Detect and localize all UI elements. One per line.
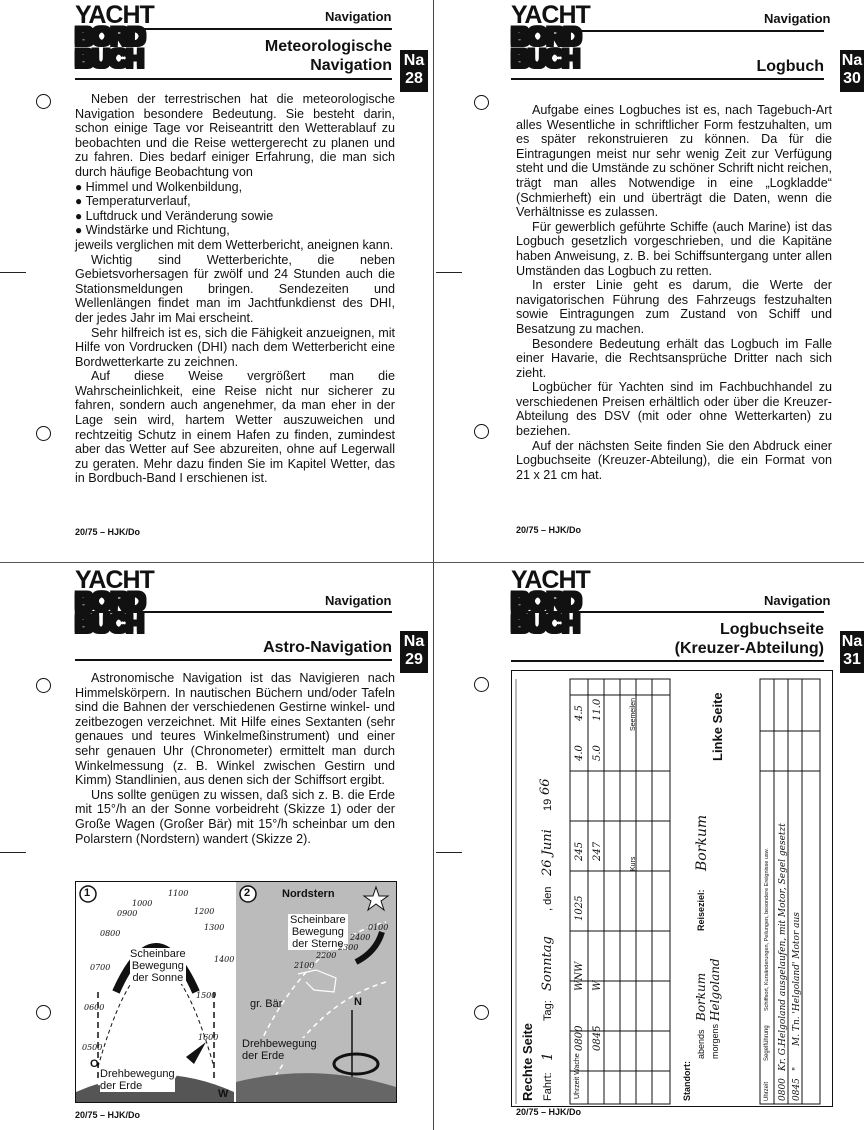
column-header: Uhrzeit Wache	[574, 1053, 581, 1099]
tag-label: Tag:	[542, 1000, 554, 1021]
reiseziel-label: Reiseziel:	[696, 889, 706, 931]
margin-mark	[0, 852, 26, 853]
binder-hole	[36, 426, 51, 441]
row-seemiles: 11.0	[592, 698, 603, 721]
page-title: Logbuch	[756, 58, 824, 75]
binder-hole	[474, 95, 489, 110]
tag-value: Sonntag	[540, 936, 555, 991]
binder-hole	[474, 1005, 489, 1020]
page-tab-na31: Na 31	[840, 631, 864, 673]
earth-rotation-label: Drehbewegung der Erde	[242, 1038, 317, 1062]
margin-mark	[436, 852, 462, 853]
page-tab-na29: Na 29	[400, 631, 428, 673]
east-label: O	[90, 1058, 99, 1070]
time-label: 0100	[368, 923, 389, 932]
yacht-bordbuch-logo: YACHT BORD BUCH	[75, 1, 154, 73]
year-prefix: 19	[542, 798, 554, 811]
kurs-group-header: Kurs	[630, 856, 637, 871]
header-rule	[75, 28, 392, 30]
sketch-number: 2	[244, 887, 251, 899]
date-value: 26 Juni	[540, 829, 555, 876]
hour-label: 0900	[117, 909, 138, 918]
row-wind: W	[592, 980, 603, 991]
horizontal-page-divider	[0, 562, 864, 563]
binder-hole	[474, 677, 489, 692]
section-label: Navigation	[325, 9, 392, 24]
page-tab-na28: Na 28	[400, 50, 428, 92]
footer-code: 20/75 – HJK/Do	[516, 525, 582, 535]
card-logbuchseite	[436, 565, 864, 1130]
row-seemiles: 4.5	[574, 705, 585, 721]
footer-code: 20/75 – HJK/Do	[516, 1107, 582, 1117]
sun-movement-label: Scheinbare Bewegung der Sonne	[130, 948, 186, 984]
row-time: 0845	[592, 1025, 603, 1051]
section-label: Navigation	[325, 593, 392, 608]
abends-value: Borkum	[694, 972, 708, 1021]
remarks-sail-header: Segelführung	[764, 1025, 770, 1061]
header-rule	[511, 30, 824, 32]
row-wind: WNW	[574, 961, 585, 991]
reiseziel-value: Borkum	[694, 814, 710, 871]
header-rule	[75, 611, 392, 613]
remark-text: Helgoland ausgelaufen, mit Motor, Segel gesetzt	[778, 823, 788, 1046]
logbook-sheet-facsimile	[511, 670, 833, 1107]
hour-label: 0500	[82, 1043, 103, 1052]
margin-mark	[0, 272, 26, 273]
margin-mark	[436, 272, 462, 273]
yacht-bordbuch-logo: YACHT BORD BUCH	[75, 566, 154, 638]
remark-time: 0845	[792, 1078, 802, 1101]
hour-label: 1600	[198, 1033, 219, 1042]
list-item: ● Windstärke und Richtung,	[75, 223, 395, 238]
hour-label: 1300	[204, 923, 225, 932]
row-log: 4.0	[574, 745, 585, 761]
remarks-header: Schiffsort, Kursänderungen, Peilungen, besondere Ereignisse usw.	[764, 848, 770, 1011]
body-text: Astronomische Navigation ist das Navigieren nach Himmelskörpern. In nautischen Büchern und/oder Tafeln sind die Bahnen der verschiedenen Gestirne winkel- und zeitbezogen verzeichnet. Mit Hilfe eines Sextanten (sehr genaues und teures Winkelmeßinstrument) und einer sehr genauen Uhr (Chronometer) ermittelt man durch Winkelmessung (z. B. Winkel zwischen Gestirn und Kimm) Standlinien, aus denen sich der Schiffsort ergibt. Uns sollte genügen zu wissen, daß sich z. B. die Erde mit 15°/h an der Sonne vorbeidreht (Skizze 1) oder der Große Wagen (Großer Bär) mit 15°/h scheinbar um den Polarstern (Nordstern) wandert (Skizze 2).	[75, 671, 395, 846]
header-rule-bottom	[511, 78, 824, 80]
observation-list	[75, 180, 395, 238]
north-star-label: Nordstern	[282, 888, 335, 900]
earth-rotation-label: Drehbewegung der Erde	[100, 1068, 175, 1092]
year-value: 66	[538, 778, 553, 795]
page-tab-na30: Na 30	[840, 50, 864, 92]
header-rule	[511, 611, 824, 613]
footer-code: 20/75 – HJK/Do	[75, 527, 141, 537]
header-rule-bottom	[511, 660, 824, 662]
binder-hole	[36, 1005, 51, 1020]
header-rule-bottom	[75, 78, 392, 80]
north-label: N	[354, 996, 362, 1008]
card-meteorologische-navigation	[0, 0, 432, 560]
row-log: 5.0	[592, 745, 603, 761]
body-text: Aufgabe eines Logbuches ist es, nach Tagebuch-Art alles Wesentliche in schriftlicher Form festzuhalten, um es später rekonstruieren zu können. Da für die Eintragungen meist nur sehr wenig Zeit zur Verfügung steht und die Umstände zu schöner Schrift nicht reichen, trägt man alles Notwendige in eine „Logkladde“ (Schmierheft) ein und überträgt die Daten, wenn die Verhältnisse es zulassen. Für gewerblich geführte Schiffe (auch Marine) ist das Logbuch gesetzlich vorgeschrieben, und die Kapitäne haben Anweisung, z. B. bei Schiffsuntergang unter allen Umständen das Logbuch zu retten. In erster Linie geht es darum, die Werte der navigatorischen Führung des Fahrzeugs festzuhalten sowie Eintragungen zum Zustand von Schiff und Besatzung zu machen. Besondere Bedeutung erhält das Logbuch im Falle einer Havarie, die Rechtsansprüche Dritter nach sich zieht. Logbücher für Yachten sind im Fachbuchhandel zu verschiedenen Preisen erhältlich oder über die Kreuzer-Abteilung des DSV (mit oder ohne Wetterkarten) zu beziehen. Auf der nächsten Seite finden Sie den Abdruck einer Logbuchseite (Kreuzer-Abteilung), die ein Format von 21 x 21 cm hat.	[516, 103, 832, 482]
sketch-sun-movement	[76, 882, 234, 1102]
body-text: Neben der terrestrischen hat die meteorologische Navigation besondere Bedeutung. Sie besteht darin, schon einige Tage vor Reiseantritt den Wetterablauf zu beobachten und die Reise wettergerecht zu planen und zu fahren. Dies bedarf einiger Erfahrung, die man sich durch häufige Beobachtung von ● Himmel und Wolkenbildung, ● Temperaturverlauf, ● Luftdruck und Veränderung sowie ● Windstärke und Richtung, jeweils verglichen mit dem Wetterbericht, aneignen kann. Wichtig sind Wetterberichte, die neben Gebietsvorhersagen für zwölf und 24 Stunden auch die Stationsmeldungen bringen. Sendezeiten und Wellenlängen findet man im Jachtfunkdienst des DHI, der jedes Jahr im Mai erscheint. Sehr hilfreich ist es, sich die Fähigkeit anzueignen, mit Hilfe von Vordrucken (DHI) nach dem Wetterbericht eine Bordwetterkarte zu zeichnen. Auf diese Weise vergrößert man die Wahrscheinlichkeit, eine Reise nicht nur sicherer zu fahren, sondern auch angenehmer, da man eher in der Lage sein wird, hartem Wetter auszuweichen und rechtzeitig Schutz in einem Hafen zu finden, zumindest aber das Wetter auf See abzureiten, ohne auf Legerwall zu geraten. Mehr dazu finden Sie im Kapitel Wetter, das in Bordbuch-Band I erschienen ist.	[75, 92, 395, 486]
standort-label: Standort:	[682, 1061, 692, 1101]
remark-text: M. Tn. 'Helgoland' Motor aus	[792, 912, 802, 1046]
den-label: , den	[542, 886, 554, 911]
row-course: 245	[574, 841, 585, 861]
great-bear-label: gr. Bär	[250, 998, 283, 1010]
seemeilen-group-header: Seemeilen	[630, 697, 637, 731]
hour-label: 0700	[90, 963, 111, 972]
header-rule-bottom	[75, 659, 392, 661]
yacht-bordbuch-logo: YACHT BORD BUCH	[511, 566, 590, 638]
abends-label: abends	[696, 1029, 706, 1059]
page-title: Astro-Navigation	[263, 639, 392, 656]
binder-hole	[36, 678, 51, 693]
card-astro-navigation	[0, 565, 432, 1130]
sketch-number: 1	[84, 887, 91, 899]
section-label: Navigation	[764, 11, 831, 26]
list-item: ● Luftdruck und Veränderung sowie	[75, 209, 395, 224]
morgens-value: Helgoland	[708, 958, 722, 1021]
page-title: Meteorologische Navigation	[264, 38, 392, 74]
hour-label: 1100	[168, 889, 189, 898]
west-label: W	[218, 1088, 229, 1100]
astro-sketches	[75, 881, 397, 1103]
yacht-bordbuch-logo: YACHT BORD BUCH	[511, 1, 590, 73]
hour-label: 1500	[196, 991, 217, 1000]
star-movement-label: Scheinbare Bewegung der Sterne	[290, 914, 346, 950]
row-course: 247	[592, 841, 603, 861]
page-title: Logbuchseite (Kreuzer-Abteilung)	[674, 621, 824, 657]
fahrt-value: 1	[540, 1052, 556, 1061]
vertical-page-divider	[433, 0, 434, 1130]
remark-time: 0800	[778, 1078, 788, 1101]
sketch-star-movement	[236, 882, 396, 1102]
row-bar: 1025	[574, 895, 585, 921]
hour-label: 1000	[132, 899, 153, 908]
hour-label: 0800	[100, 929, 121, 938]
fahrt-label: Fahrt:	[542, 1072, 554, 1101]
hour-label: 1400	[214, 955, 235, 964]
footer-code: 20/75 – HJK/Do	[75, 1110, 141, 1120]
morgens-label: morgens	[710, 1023, 720, 1059]
list-item: ● Himmel und Wolkenbildung,	[75, 180, 395, 195]
time-label: 2200	[316, 951, 337, 960]
row-time: 0800	[574, 1025, 585, 1051]
binder-hole	[36, 94, 51, 109]
hour-label: 0600	[84, 1003, 105, 1012]
remark-sail: Kr. G.	[778, 1045, 788, 1071]
remark-sail: "	[792, 1066, 802, 1071]
hour-label: 1200	[194, 907, 215, 916]
section-label: Navigation	[764, 593, 831, 608]
time-label: 2400	[350, 933, 371, 942]
binder-hole	[474, 424, 489, 439]
time-label: 2300	[338, 943, 359, 952]
list-item: ● Temperaturverlauf,	[75, 194, 395, 209]
left-page-heading: Linke Seite	[710, 692, 725, 761]
remarks-time-header: Uhrzeit	[764, 1081, 770, 1101]
right-page-heading: Rechte Seite	[520, 1022, 535, 1101]
time-label: 2100	[294, 961, 315, 970]
card-logbuch	[436, 0, 864, 560]
